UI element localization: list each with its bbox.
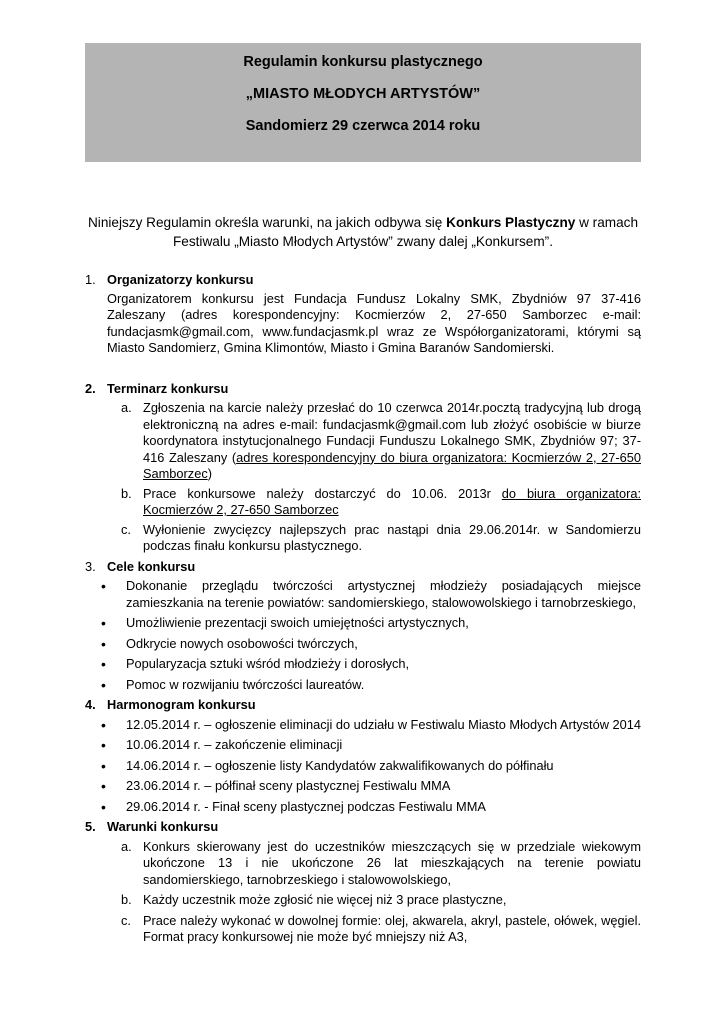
list-item: [99, 656, 641, 673]
bullet-icon: •: [101, 615, 106, 631]
bullet-icon: •: [101, 757, 106, 774]
item-text: Wyłonienie zwycięzcy najlepszych prac nastąpi dnia 29.06.2014r. w Sandomierzu podczas finału konkursu plastycznego.: [143, 521, 641, 553]
item-text: 29.06.2014 r. - Finał sceny plastycznej podczas Festiwalu MMA: [126, 798, 486, 814]
section-number: 5.: [85, 819, 96, 834]
list-item: [121, 892, 641, 909]
section-4-list: [99, 717, 641, 816]
list-item: [121, 486, 641, 519]
item-text-part: Prace konkursowe należy dostarczyć do 10.06. 2013r: [143, 485, 502, 501]
list-item: [121, 522, 641, 555]
section-5-list: [121, 839, 641, 946]
list-item: [99, 615, 641, 632]
item-text: Pomoc w rozwijaniu twórczości laureatów.: [126, 676, 365, 692]
list-item: [121, 400, 641, 483]
item-text: 14.06.2014 r. – ogłoszenie listy Kandydatów zakwalifikowanych do półfinału: [126, 757, 554, 773]
item-text-end: ): [207, 466, 212, 481]
item-text: 10.06.2014 r. – zakończenie eliminacji: [126, 737, 343, 752]
section-1-heading: [85, 272, 641, 289]
regulations-body: [85, 272, 641, 946]
list-item: [99, 758, 641, 775]
list-item: [99, 737, 641, 754]
item-text: Konkurs skierowany jest do uczestników mieszczących się w przedziale wiekowym ukończone 13 i nie ukończone 26 lat mieszkających na terenie powiatu sandomierskiego, tarnobrzeskiego i stalowowolskiego,: [143, 838, 641, 887]
bullet-icon: •: [101, 778, 106, 794]
section-4-heading: [85, 697, 641, 714]
title-line-2: „MIASTO MŁODYCH ARTYSTÓW”: [245, 86, 481, 102]
item-text: [143, 400, 641, 483]
list-item: [99, 799, 641, 816]
bullet-icon: •: [101, 676, 106, 693]
item-text: Popularyzacja sztuki wśród młodzieży i dorosłych,: [126, 656, 410, 671]
title-banner: [85, 43, 641, 162]
section-title: Harmonogram konkursu: [107, 697, 256, 712]
item-text: 12.05.2014 r. – ogłoszenie eliminacji do udziału w Festiwalu Miasto Młodych Artystów 2014: [126, 716, 641, 732]
section-2-heading: [85, 381, 641, 398]
section-title: Terminarz konkursu: [107, 380, 229, 396]
underlined-address: do biura organizatora: Kocmierzów 2, 27-650 Samborzec: [143, 485, 642, 517]
item-text: 23.06.2014 r. – półfinał sceny plastycznej Festiwalu MMA: [126, 778, 451, 793]
section-number: 3.: [85, 558, 96, 574]
item-text: [143, 486, 641, 519]
underlined-address: adres korespondencyjny do biura organizatora: Kocmierzów 2, 27-650 Samborzec: [143, 449, 641, 481]
item-text: Prace należy wykonać w dowolnej formie: olej, akwarela, akryl, pastele, ołówek, węgiel. Format pracy konkursowej nie może być mniejszy niż A3,: [143, 912, 641, 944]
section-2-list: [121, 400, 641, 555]
item-text-part: Zgłoszenia na karcie należy przesłać do 10 czerwca 2014r.pocztą tradycyjną lub drogą elektroniczną na adres e-mail: fundacjasmk@gmail.com lub złożyć osobiście w biurze koordynatora instytucjonalnego Fundacji Funduszu Lokalnego SMK, Zbydniów 97; 37-416 Zaleszany (: [143, 400, 641, 465]
item-marker: c.: [121, 521, 131, 537]
list-item: [121, 839, 641, 889]
list-item: [99, 717, 641, 734]
item-marker: a.: [121, 838, 132, 854]
bullet-icon: •: [101, 635, 106, 652]
item-marker: c.: [121, 912, 131, 928]
bullet-icon: •: [101, 578, 106, 594]
list-item: [99, 677, 641, 694]
item-text: Odkrycie nowych osobowości twórczych,: [126, 635, 358, 651]
item-marker: b.: [121, 892, 132, 907]
section-title: Cele konkursu: [107, 558, 196, 574]
item-marker: b.: [121, 485, 132, 501]
intro-bold: Konkurs Plastyczny: [446, 215, 576, 230]
bullet-icon: •: [101, 716, 106, 733]
item-text: Umożliwienie prezentacji swoich umiejętności artystycznych,: [126, 615, 469, 630]
section-title: Warunki konkursu: [107, 819, 219, 834]
list-item: [121, 913, 641, 946]
section-1-text: Organizatorem konkursu jest Fundacja Fundusz Lokalny SMK, Zbydniów 97 37-416 Zaleszany (adres korespondencyjny: Kocmierzów 2, 27-650 Samborzec e-mail: fundacjasmk@gmail.com, www.fundacjasmk.pl wraz ze Współorganizatorami, którymi są Miasto Sandomierz, Gmina Klimontów, Miasto i Gmina Baranów Sandomierski.: [107, 290, 641, 355]
bullet-icon: •: [101, 737, 106, 753]
list-item: [99, 578, 641, 611]
section-title: Organizatorzy konkursu: [107, 272, 254, 287]
section-3-heading: [85, 559, 641, 576]
list-item: [99, 778, 641, 795]
title-line-3: Sandomierz 29 czerwca 2014 roku: [245, 118, 481, 134]
list-item: [99, 636, 641, 653]
section-number: 1.: [85, 272, 96, 287]
section-number: 4.: [85, 697, 96, 712]
section-number: 2.: [85, 380, 96, 396]
bullet-icon: •: [101, 656, 106, 672]
title-line-1: Regulamin konkursu plastycznego: [243, 54, 483, 70]
bullet-icon: •: [101, 798, 106, 815]
intro-text-2: w ramach Festiwalu „Miasto Młodych Artystów” zwany dalej „Konkursem”.: [173, 215, 639, 249]
section-5-heading: [85, 819, 641, 836]
intro-paragraph: [85, 213, 641, 251]
item-text: Każdy uczestnik może zgłosić nie więcej niż 3 prace plastyczne,: [143, 892, 507, 907]
item-text: Dokonanie przeglądu twórczości artystycznej młodzieży posiadających miejsce zamieszkania na terenie powiatów: sandomierskiego, stalowowolskiego i tarnobrzeskiego,: [126, 578, 641, 610]
item-marker: a.: [121, 400, 132, 415]
intro-text-1: Niniejszy Regulamin określa warunki, na jakich odbywa się: [87, 215, 447, 230]
section-3-list: [99, 578, 641, 693]
